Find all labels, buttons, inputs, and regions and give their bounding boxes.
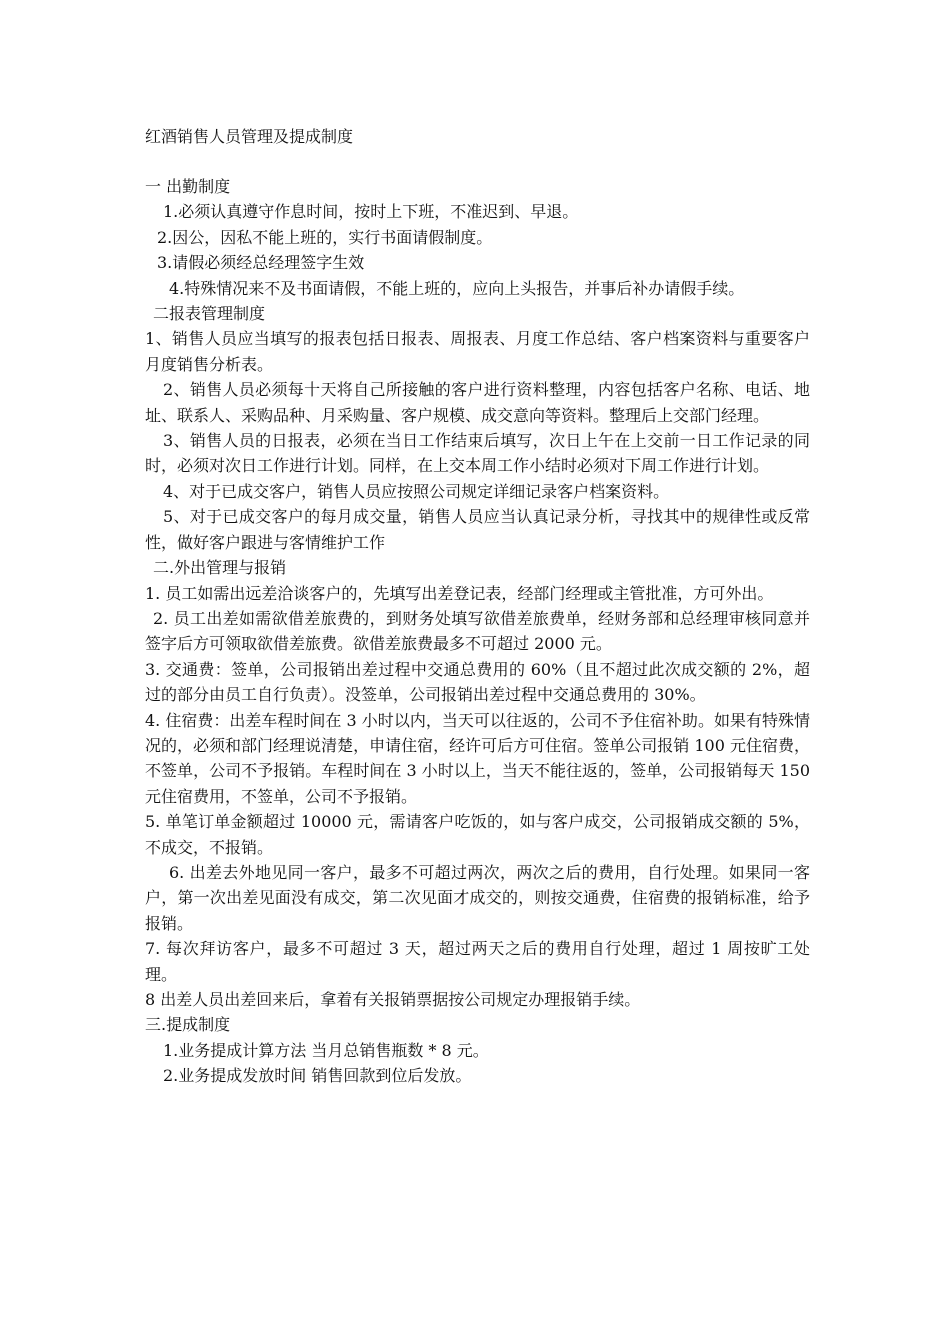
- travel-rule-4: 4. 住宿费：出差车程时间在 3 小时以内，当天可以往返的，公司不予住宿补助。如果有特殊情况的，必须和部门经理说清楚，申请住宿，经许可后方可住宿。签单公司报销 100 元住宿费，不签单，公司不予报销。车程时间在 3 小时以上，当天不能往返的，签单，公司报销每天 150 元住宿费用，不签单，公司不予报销。: [145, 710, 810, 806]
- report-rule-2: 2、销售人员必须每十天将自己所接触的客户进行资料整理，内容包括客户名称、电话、地址、联系人、采购品种、月采购量、客户规模、成交意向等资料。整理后上交部门经理。: [145, 380, 810, 425]
- travel-rule-3: 3. 交通费：签单，公司报销出差过程中交通总费用的 60%（且不超过此次成交额的 2%，超过的部分由员工自行负责）。没签单，公司报销出差过程中交通总费用的 30%。: [145, 659, 810, 705]
- travel-rule-7: 7. 每次拜访客户，最多不可超过 3 天，超过两天之后的费用自行处理，超过 1 周按旷工处理。: [145, 939, 810, 984]
- report-rule-5: 5、对于已成交客户的每月成交量，销售人员应当认真记录分析，寻找其中的规律性或反常性，做好客户跟进与客情维护工作: [145, 507, 810, 552]
- report-rule-1: 1、销售人员应当填写的报表包括日报表、周报表、月度工作总结、客户档案资料与重要客户月度销售分析表。: [145, 329, 810, 374]
- section-heading-attendance: 一 出勤制度: [145, 177, 231, 196]
- travel-rule-6: 6. 出差去外地见同一客户，最多不可超过两次，两次之后的费用，自行处理。如果同一客户，第一次出差见面没有成交，第二次见面才成交的，则按交通费，住宿费的报销标准，给予报销。: [145, 862, 810, 933]
- section-heading-reports: 二报表管理制度: [153, 304, 266, 324]
- commission-rule-1: 1.业务提成计算方法 当月总销售瓶数 * 8 元。: [163, 1040, 489, 1060]
- attendance-rule-1: 1.必须认真遵守作息时间，按时上下班，不准迟到、早退。: [163, 202, 579, 222]
- section-heading-commission: 三.提成制度: [145, 1015, 231, 1035]
- attendance-rule-3: 3.请假必须经总经理签字生效: [157, 253, 365, 273]
- document-title: 红酒销售人员管理及提成制度: [145, 127, 354, 146]
- travel-rule-2: 2. 员工出差如需欲借差旅费的，到财务处填写欲借差旅费单，经财务部和总经理审核同意并签字后方可领取欲借差旅费。欲借差旅费最多不可超过 2000 元。: [145, 608, 810, 654]
- document-body: [145, 124, 810, 1089]
- travel-rule-1: 1. 员工如需出远差洽谈客户的，先填写出差登记表，经部门经理或主管批准，方可外出。: [145, 583, 774, 603]
- commission-rule-2: 2.业务提成发放时间 销售回款到位后发放。: [163, 1066, 472, 1086]
- report-rule-4: 4、对于已成交客户，销售人员应按照公司规定详细记录客户档案资料。: [163, 481, 670, 501]
- report-rule-3: 3、销售人员的日报表，必须在当日工作结束后填写，次日上午在上交前一日工作记录的同时，必须对次日工作进行计划。同样，在上交本周工作小结时必须对下周工作进行计划。: [145, 431, 810, 476]
- attendance-rule-2: 2.因公，因私不能上班的，实行书面请假制度。: [157, 227, 493, 247]
- travel-rule-8: 8 出差人员出差回来后，拿着有关报销票据按公司规定办理报销手续。: [145, 990, 641, 1009]
- attendance-rule-4: 4.特殊情况来不及书面请假，不能上班的，应向上头报告，并事后补办请假手续。: [169, 278, 745, 298]
- travel-rule-5: 5. 单笔订单金额超过 10000 元，需请客户吃饭的，如与客户成交，公司报销成交额的 5%，不成交，不报销。: [145, 812, 810, 857]
- section-heading-travel: 二.外出管理与报销: [153, 558, 287, 578]
